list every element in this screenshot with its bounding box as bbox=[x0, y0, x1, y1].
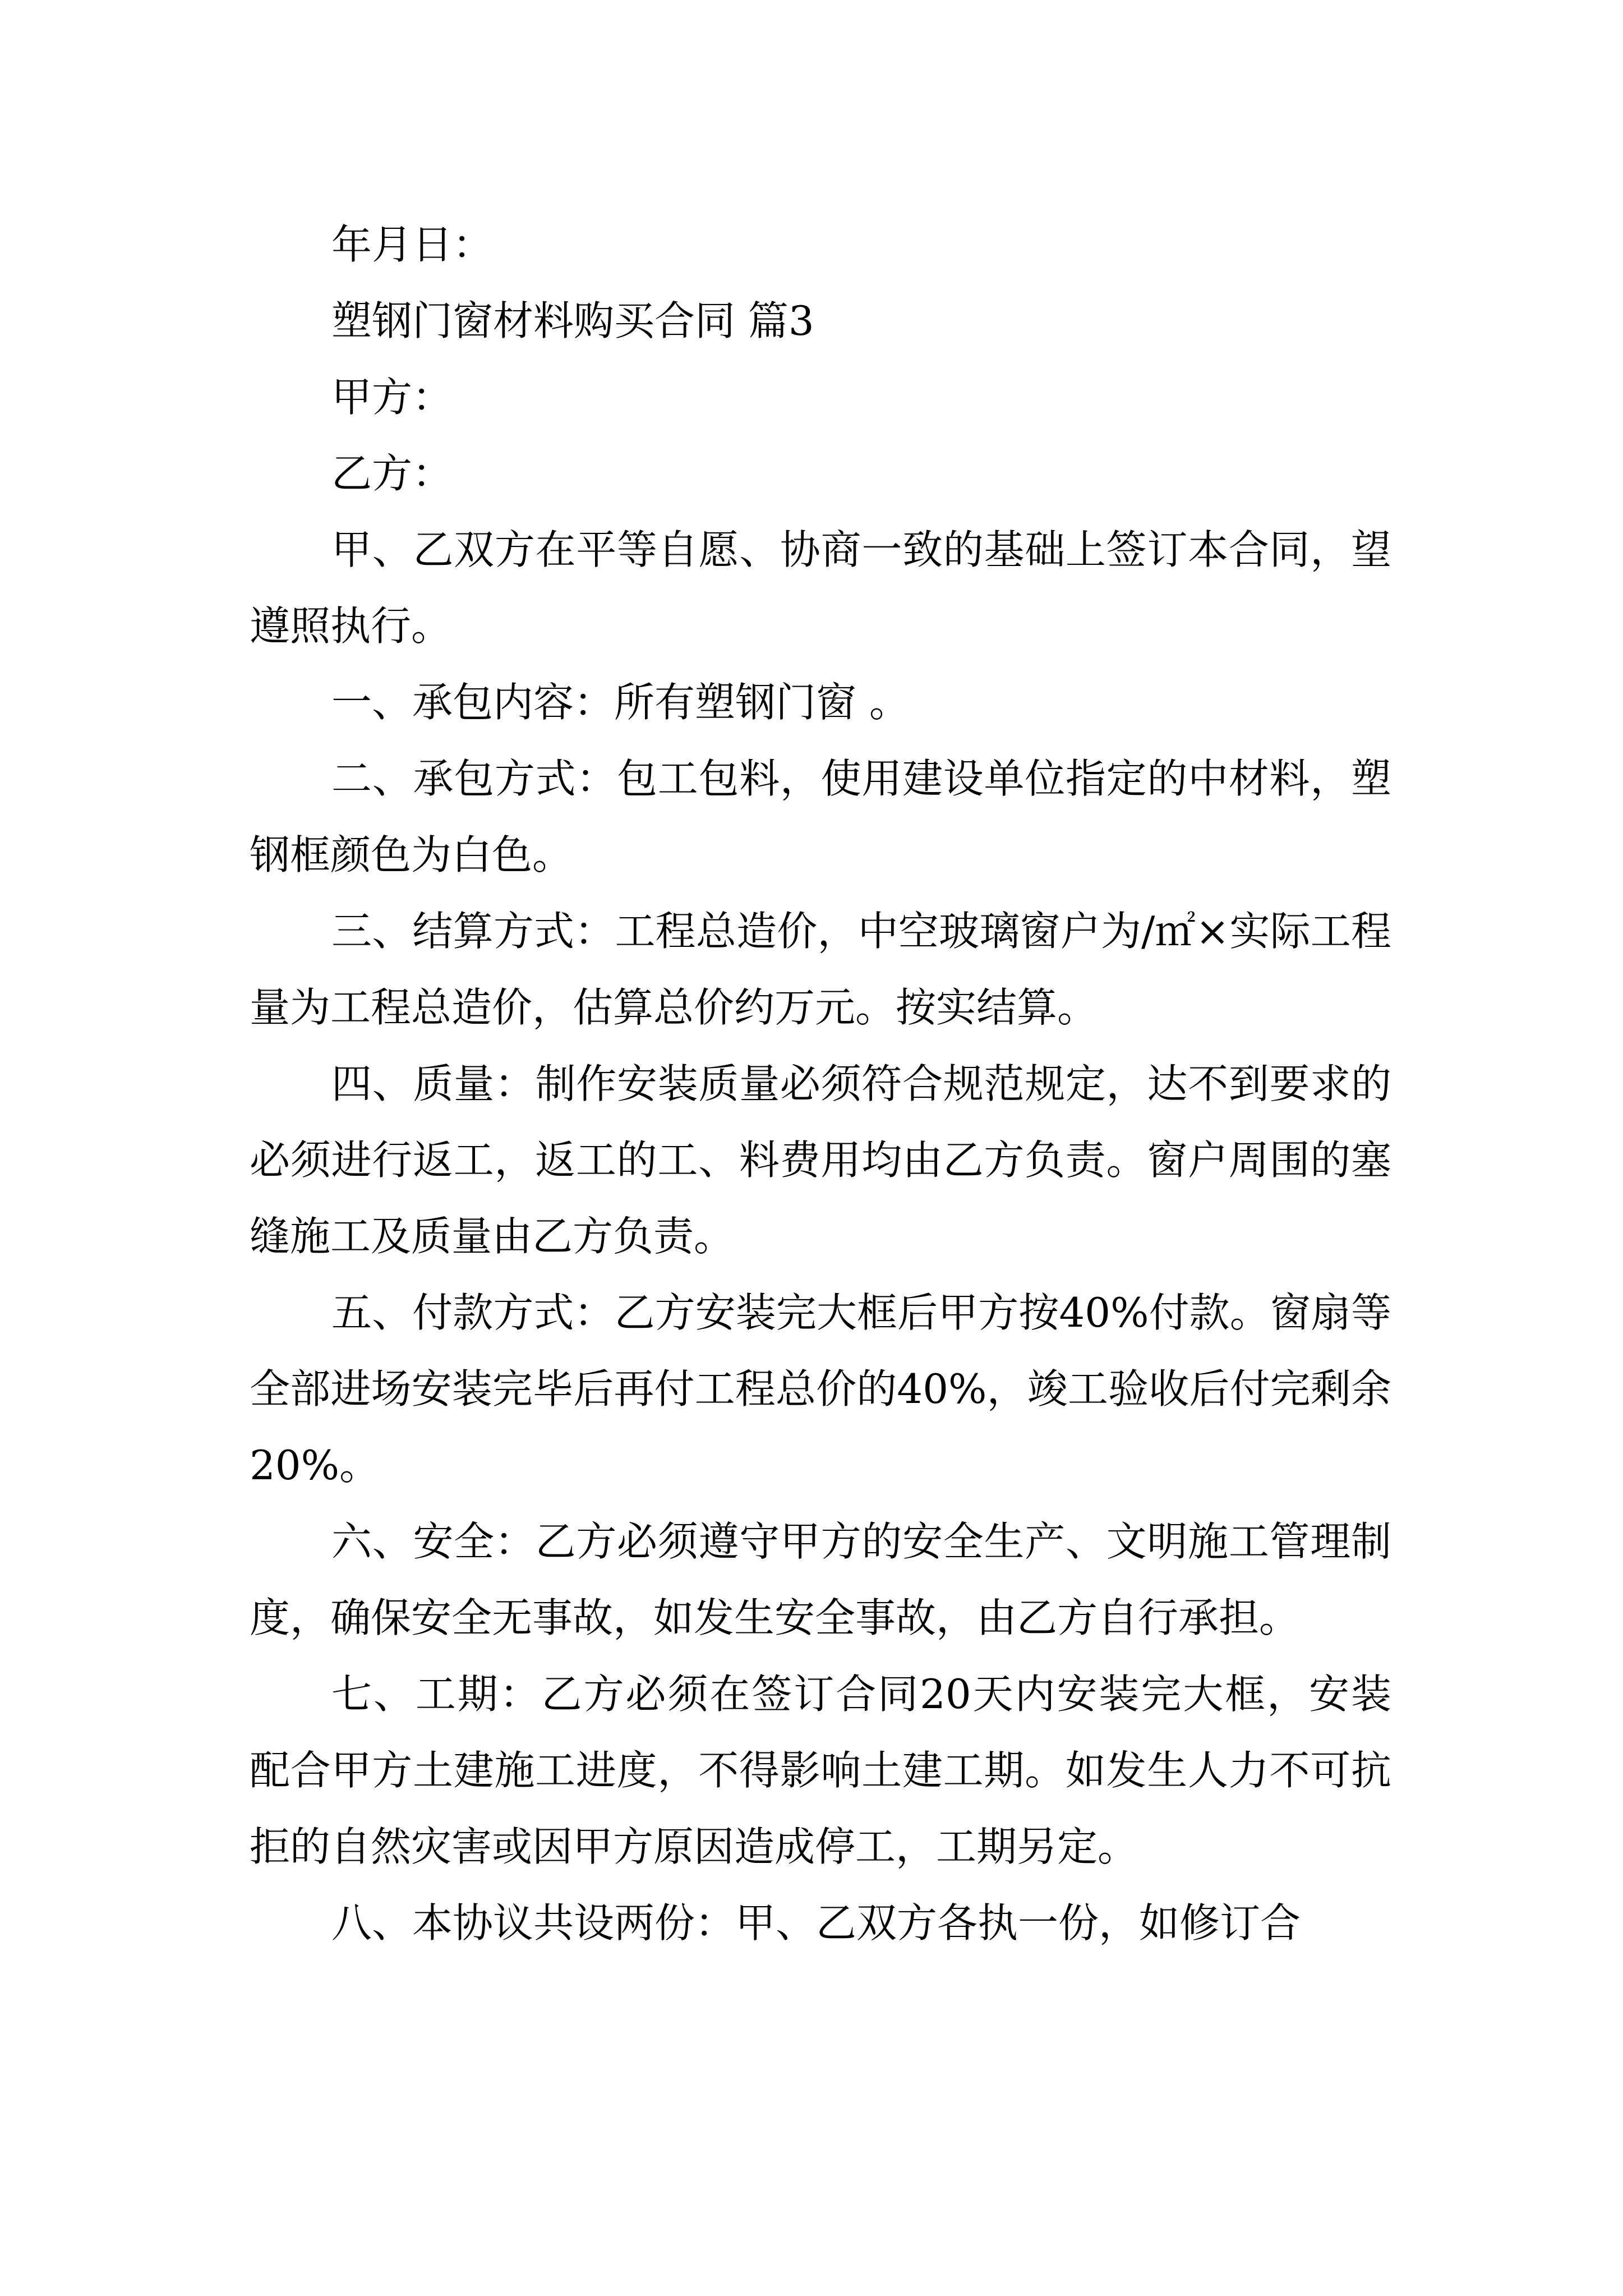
contract-title: 塑钢门窗材料购买合同 篇3 bbox=[331, 297, 814, 344]
clause-6-safety: 六、安全：乙方必须遵守甲方的安全生产、文明施工管理制度，确保安全无事故，如发生安全事故，由乙方自行承担。 bbox=[250, 1518, 1391, 1641]
clause-7-schedule: 七、工期：乙方必须在签订合同20天内安装完大框，安装配合甲方土建施工进度，不得影响土建工期。如发生人力不可抗拒的自然灾害或因甲方原因造成停工，工期另定。 bbox=[250, 1671, 1391, 1870]
clause-2-method: 二、承包方式：包工包料，使用建设单位指定的中材料，塑钢框颜色为白色。 bbox=[250, 755, 1391, 878]
clause-5-payment: 五、付款方式：乙方安装完大框后甲方按40%付款。窗扇等全部进场安装完毕后再付工程总价的40%，竣工验收后付完剩余20%。 bbox=[250, 1289, 1391, 1489]
party-a-line: 甲方： bbox=[331, 374, 453, 421]
clause-8-copies: 八、本协议共设两份：甲、乙双方各执一份，如修订合 bbox=[331, 1899, 1301, 1947]
preamble-paragraph: 甲、乙双方在平等自愿、协商一致的基础上签订本合同，望遵照执行。 bbox=[250, 526, 1391, 650]
clause-1-scope: 一、承包内容：所有塑钢门窗 。 bbox=[331, 679, 910, 726]
document-body bbox=[250, 206, 1391, 1961]
party-b-line: 乙方： bbox=[331, 450, 453, 497]
clause-3-settlement: 三、结算方式：工程总造价，中空玻璃窗户为/㎡×实际工程量为工程总造价，估算总价约万元。按实结算。 bbox=[250, 908, 1391, 1031]
clause-4-quality: 四、质量：制作安装质量必须符合规范规定，达不到要求的必须进行返工，返工的工、料费用均由乙方负责。窗户周围的塞缝施工及质量由乙方负责。 bbox=[250, 1060, 1391, 1260]
date-line: 年月日： bbox=[331, 221, 494, 268]
